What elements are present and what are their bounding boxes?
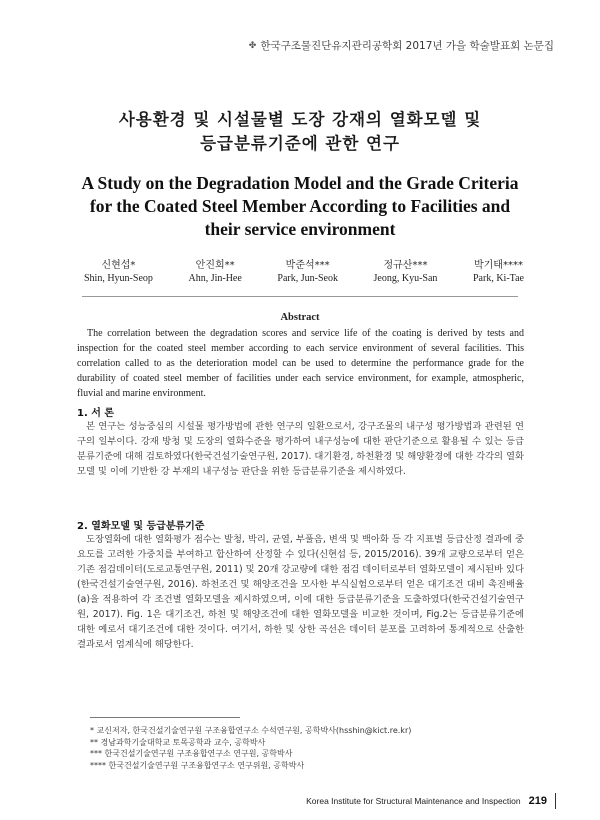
author [84, 256, 153, 284]
title-korean-line: 등급분류기준에 관한 연구 [200, 134, 400, 153]
journal-mark-icon: ✤ [248, 40, 257, 51]
footer-bar [555, 793, 556, 809]
section-heading-introduction: 1. 서 론 [77, 408, 115, 419]
author [473, 256, 524, 284]
footnote: * 교신저자, 한국건설기술연구원 구조융합연구소 수석연구원, 공학박사(hsshin@kict.re.kr) [90, 726, 412, 735]
page-number: 219 [528, 795, 547, 807]
author [188, 256, 241, 284]
footnote-divider [90, 717, 240, 718]
footnote: ** 경남과학기술대학교 토목공학과 교수, 공학박사 [90, 737, 266, 747]
author [277, 256, 338, 284]
author-list [84, 256, 524, 284]
author-name-en: Jeong, Kyu-San [373, 273, 438, 284]
author-name-ko: 신현섭* [101, 260, 136, 271]
author-name-en: Ahn, Jin-Hee [188, 273, 242, 284]
author-name-en: Park, Ki-Tae [473, 273, 524, 284]
author [374, 256, 438, 284]
footer-institute: Korea Institute for Structural Maintenance and Inspection [306, 796, 521, 806]
author-name-ko: 안진희** [195, 260, 235, 271]
journal-header [249, 38, 554, 53]
section-body-introduction: 본 연구는 성능중심의 시설물 평가방법에 관한 연구의 일환으로서, 강구조물의 내구성 평가방법과 관련된 연구의 일부이다. 강재 방청 및 도장의 열화수준을 평가하여 내구성능에 대한 판단기준으로 활용될 수 있는 등급분류기준에 대해 검토하였다(한국건설기술연구원, 2017). 대기환경, 하천환경 및 해양환경에 대한 각각의 열화모델 및 이에 기반한 강 부재의 내구성능 판단을 위한 등급분류기준을 제시하였다. [77, 421, 524, 477]
author-name-en: Park, Jun-Seok [277, 273, 338, 284]
title-english-line: A Study on the Degradation Model and the Grade Criteria [81, 173, 519, 193]
title-korean-line: 사용환경 및 시설물별 도장 강재의 열화모델 및 [118, 110, 482, 129]
title-korean [0, 108, 600, 156]
divider [82, 296, 518, 297]
title-english-line: their service environment [204, 219, 396, 239]
journal-name: 한국구조물진단유지관리공학회 2017년 가을 학술발표회 논문집 [260, 40, 554, 52]
author-name-en: Shin, Hyun-Seop [84, 273, 153, 284]
author-name-ko: 박준석*** [285, 260, 330, 271]
author-name-ko: 정규산*** [383, 260, 428, 271]
footnote: **** 한국건설기술연구원 구조융합연구소 연구위원, 공학박사 [90, 760, 305, 770]
footnote: *** 한국건설기술연구원 구조융합연구소 연구원, 공학박사 [90, 749, 293, 758]
author-name-ko: 박기태**** [473, 260, 523, 271]
page-footer [306, 793, 556, 809]
section-heading-model: 2. 열화모델 및 등급분류기준 [77, 521, 205, 532]
abstract-body: The correlation between the degradation scores and service life of the coating is derived by tests and inspection for the coated steel member according to each service environment of several facilities. This correlation called to as the deterioration model can be used to determine the performance grade for the durability of coated steel member of facilities under each service environment, for example, atmospheric, fluvial and marine environment. [77, 328, 524, 399]
title-english [30, 172, 570, 241]
footnotes [90, 725, 530, 771]
abstract-title: Abstract [280, 312, 320, 323]
title-english-line: for the Coated Steel Member According to Facilities and [89, 196, 511, 216]
section-body-model: 도장열화에 대한 열화평가 점수는 발청, 박리, 균열, 부풀음, 변색 및 백아화 등 각 지표별 등급산정 결과에 중요도를 고려한 가중치를 부여하고 합산하여 산정할 수 있다(신현섭 등, 2015/2016). 39개 교량으로부터 얻은 기존 점검데이터(도로교통연구원, 2011) 및 20개 강교량에 대한 점검 데이터로부터 열화모델이 제시된바 있다(한국건설기술연구원, 2016). 하천조건 및 해양조건을 모사한 부식실험으로부터 얻은 대기조건 대비 촉진배율(a)을 적용하여 각 조건별 열화모델을 제시하였으며, 이에 대한 등급분류기준을 도출하였다(한국건설기술연구원, 2017). Fig. 1은 대기조건, 하천 및 해양조건에 대한 열화모델을 비교한 것이며, Fig.2는 등급분류기준에 대한 예로서 대기조건에 대한 것이다. 여기서, 하한 및 상한 곡선은 데이터 분포를 고려하여 통계적으로 산출한 결과로서 엄계식에 해당한다. [77, 534, 524, 650]
